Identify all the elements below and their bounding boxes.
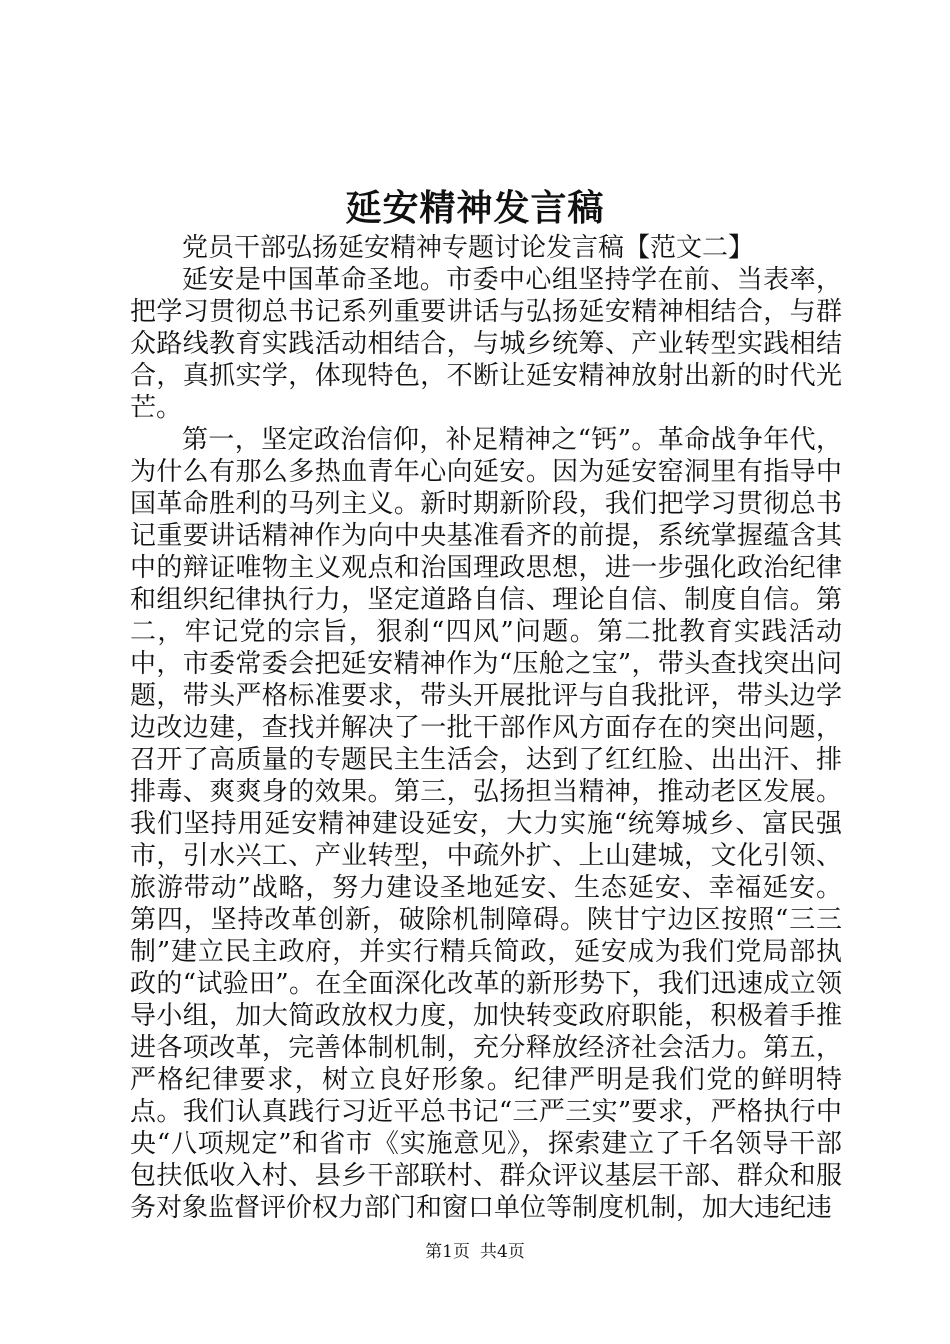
page-footer: [0, 1241, 950, 1263]
body-paragraph: 延安是中国革命圣地。市委中心组坚持学在前、当表率，把学习贯彻总书记系列重要讲话与弘扬延安精神相结合，与群众路线教育实践活动相结合，与城乡统筹、产业转型实践相结合，真抓实学，体现特色，不断让延安精神放射出新的时代光芒。: [130, 265, 842, 423]
page-title: 延安精神发言稿: [345, 187, 605, 229]
document-body: [130, 232, 842, 1224]
page-number: 第1页: [425, 1242, 470, 1262]
subtitle-paragraph: 党员干部弘扬延安精神专题讨论发言稿【范文二】: [182, 233, 755, 263]
page-total: 共4页: [480, 1242, 525, 1262]
body-paragraph: 第一，坚定政治信仰，补足精神之“钙”。革命战争年代，为什么有那么多热血青年心向延安。因为延安窑洞里有指导中国革命胜利的马列主义。新时期新阶段，我们把学习贯彻总书记重要讲话精神作为向中央基准看齐的前提，系统掌握蕴含其中的辩证唯物主义观点和治国理政思想，进一步强化政治纪律和组织纪律执行力，坚定道路自信、理论自信、制度自信。第二，牢记党的宗旨，狠刹“四风”问题。第二批教育实践活动中，市委常委会把延安精神作为“压舱之宝”，带头查找突出问题，带头严格标准要求，带头开展批评与自我批评，带头边学边改边建，查找并解决了一批干部作风方面存在的突出问题，召开了高质量的专题民主生活会，达到了红红脸、出出汗、排排毒、爽爽身的效果。第三，弘扬担当精神，推动老区发展。我们坚持用延安精神建设延安，大力实施“统筹城乡、富民强市，引水兴工、产业转型，中疏外扩、上山建城，文化引领、旅游带动”战略，努力建设圣地延安、生态延安、幸福延安。第四，坚持改革创新，破除机制障碍。陕甘宁边区按照“三三制”建立民主政府，并实行精兵简政，延安成为我们党局部执政的“试验田”。在全面深化改革的新形势下，我们迅速成立领导小组，加大简政放权力度，加快转变政府职能，积极着手推进各项改革，完善体制机制，充分释放经济社会活力。第五，严格纪律要求，树立良好形象。纪律严明是我们党的鲜明特点。我们认真践行习近平总书记“三严三实”要求，严格执行中央“八项规定”和省市《实施意见》，探索建立了千名领导干部包扶低收入村、县乡干部联村、群众评议基层干部、群众和服务对象监督评价权力部门和窗口单位等制度机制，加大违纪违: [130, 425, 842, 1223]
